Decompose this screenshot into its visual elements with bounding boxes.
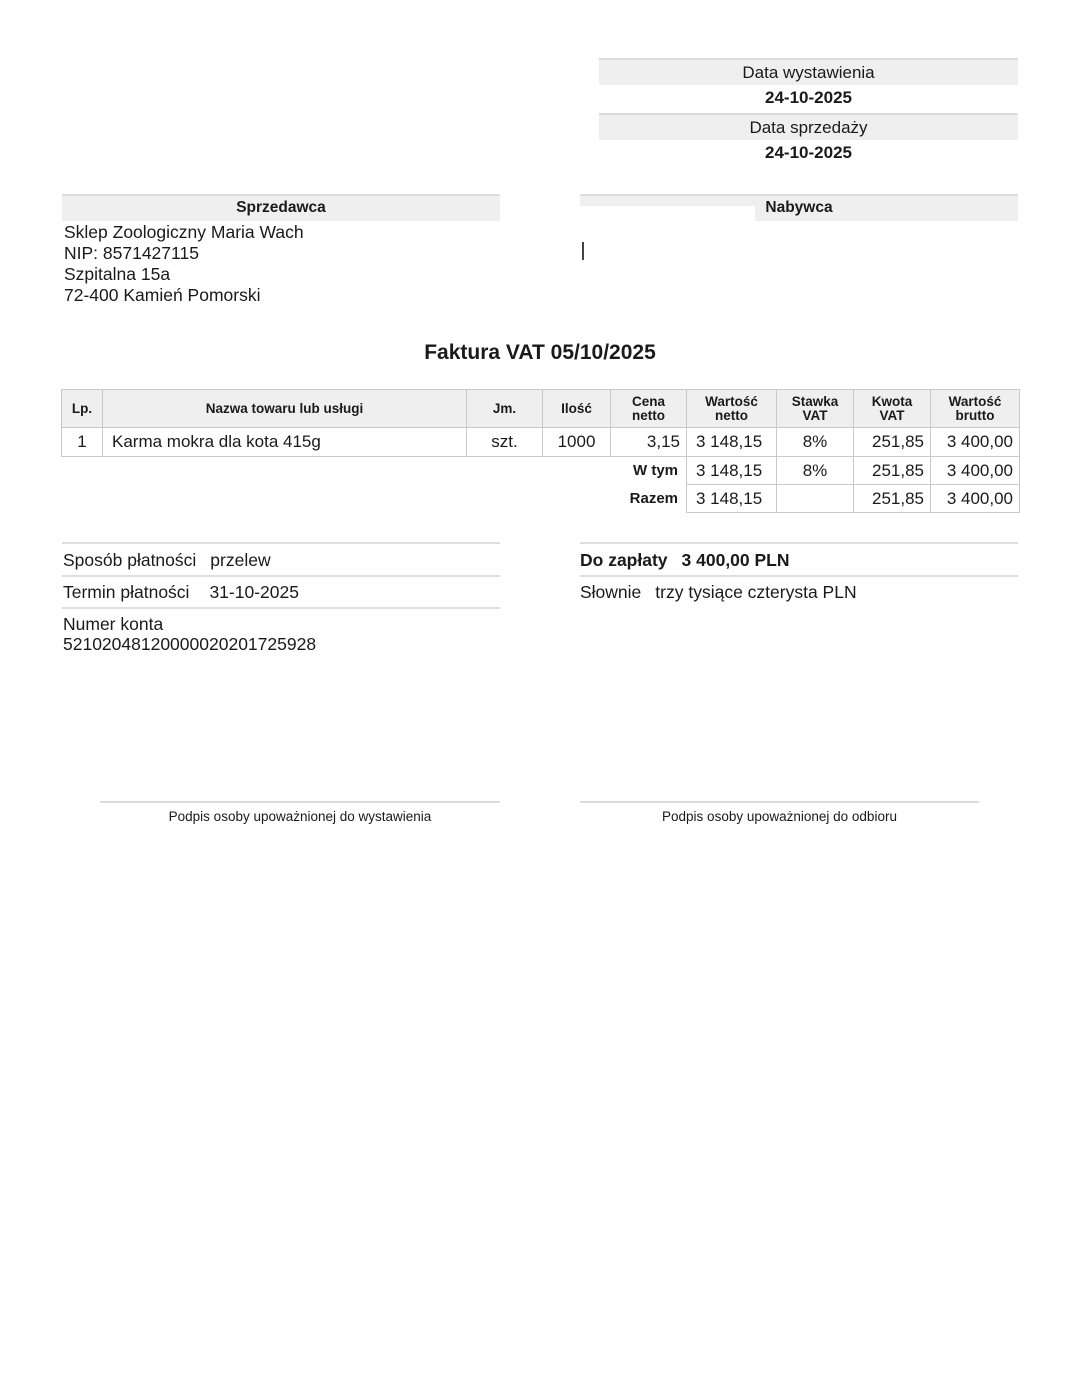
including-net: 3 148,15 <box>687 457 777 485</box>
issue-date-value: 24-10-2025 <box>765 88 852 107</box>
payment-method-value: przelew <box>210 550 271 570</box>
sale-date-label: Data sprzedaży <box>599 113 1018 140</box>
payment-due <box>63 581 299 603</box>
total-label: Razem <box>629 490 678 507</box>
words-value: trzy tysiące czterysta PLN <box>655 582 857 602</box>
including-rate: 8% <box>777 457 854 485</box>
buyer-header: Nabywca <box>580 194 1018 221</box>
seller-block <box>64 222 304 306</box>
col-lp: Lp. <box>62 390 103 428</box>
col-gross-line1: Wartość <box>948 393 1002 409</box>
issue-date-label: Data wystawienia <box>599 58 1018 85</box>
row-vat: 251,85 <box>854 428 931 457</box>
including-vat: 251,85 <box>854 457 931 485</box>
seller-name: Sklep Zoologiczny Maria Wach <box>64 222 304 242</box>
row-unit: szt. <box>467 428 543 457</box>
row-name: Karma mokra dla kota 415g <box>103 428 467 457</box>
col-rate <box>777 390 854 428</box>
including-row <box>62 457 1020 485</box>
redaction-remnant-mark <box>582 242 584 260</box>
col-gross-line2: brutto <box>955 407 995 423</box>
col-rate-line1: Stawka <box>791 393 839 409</box>
sale-date-value: 24-10-2025 <box>765 143 852 162</box>
col-vat <box>854 390 931 428</box>
to-pay-value: 3 400,00 PLN <box>681 550 790 570</box>
receiver-signature-label: Podpis osoby upoważnionej do odbioru <box>662 809 897 824</box>
col-rate-line2: VAT <box>802 407 828 423</box>
row-gross: 3 400,00 <box>931 428 1020 457</box>
amount-rule-top <box>580 542 1018 544</box>
amount-in-words <box>580 581 857 603</box>
including-label: W tym <box>633 462 678 480</box>
to-pay <box>580 549 790 571</box>
col-qty: Ilość <box>543 390 611 428</box>
buyer-redaction <box>580 206 755 304</box>
row-net: 3 148,15 <box>687 428 777 457</box>
to-pay-label: Do zapłaty <box>580 550 668 570</box>
col-net <box>687 390 777 428</box>
payment-rule-top <box>62 542 500 544</box>
seller-nip: NIP: 8571427115 <box>64 243 199 263</box>
row-qty: 1000 <box>543 428 611 457</box>
row-lp: 1 <box>62 428 103 457</box>
account-block <box>63 614 316 654</box>
total-row <box>62 485 1020 513</box>
payment-method <box>63 549 271 571</box>
amount-rule-mid <box>580 575 1018 577</box>
receiver-signature-line <box>580 801 979 803</box>
words-label: Słownie <box>580 582 642 602</box>
total-rate <box>777 485 854 513</box>
total-spacer <box>62 485 611 513</box>
col-net-line1: Wartość <box>705 393 758 409</box>
col-price-line1: Cena <box>631 393 665 409</box>
issuer-signature-line <box>100 801 500 803</box>
account-value: 52102048120000020201725928 <box>63 634 317 654</box>
col-vat-line1: Kwota <box>871 393 913 409</box>
total-net: 3 148,15 <box>687 485 777 513</box>
col-price-line2: netto <box>632 407 665 423</box>
col-name: Nazwa towaru lub usługi <box>103 390 467 428</box>
col-price <box>611 390 687 428</box>
invoice-title: Faktura VAT 05/10/2025 <box>424 341 656 364</box>
seller-street: Szpitalna 15a <box>64 264 171 284</box>
total-gross: 3 400,00 <box>931 485 1020 513</box>
account-label: Numer konta <box>63 614 164 634</box>
col-unit: Jm. <box>467 390 543 428</box>
total-vat: 251,85 <box>854 485 931 513</box>
col-net-line2: netto <box>715 407 748 423</box>
including-spacer <box>62 457 611 485</box>
payment-method-label: Sposób płatności <box>63 550 197 570</box>
issuer-signature-label: Podpis osoby upoważnionej do wystawienia <box>168 809 432 824</box>
payment-due-value: 31-10-2025 <box>209 582 299 602</box>
table-header-row <box>62 390 1020 428</box>
row-rate: 8% <box>777 428 854 457</box>
seller-city: 72-400 Kamień Pomorski <box>64 285 261 305</box>
table-row <box>62 428 1020 457</box>
seller-header: Sprzedawca <box>62 194 500 221</box>
including-gross: 3 400,00 <box>931 457 1020 485</box>
col-gross <box>931 390 1020 428</box>
row-price: 3,15 <box>611 428 687 457</box>
col-vat-line2: VAT <box>879 407 905 423</box>
items-table <box>61 389 1020 513</box>
payment-rule-bottom <box>62 607 500 609</box>
payment-due-label: Termin płatności <box>63 582 190 602</box>
payment-rule-mid <box>62 575 500 577</box>
